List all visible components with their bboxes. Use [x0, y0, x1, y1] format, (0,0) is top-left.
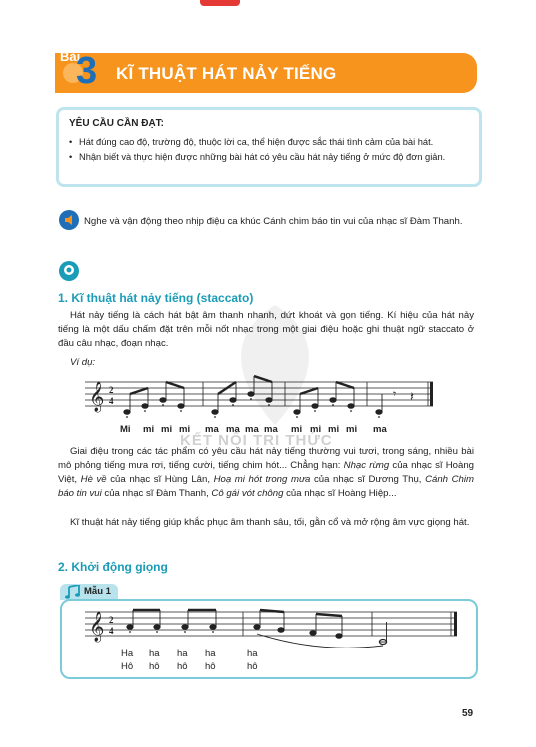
song-title: Cánh Chim báo tin vui: [58, 474, 474, 499]
lyric-syllable: mi: [143, 424, 155, 435]
svg-text:𝄽: 𝄽: [410, 390, 414, 405]
top-accent-bar: [200, 0, 240, 6]
lyric-syllable: ha: [149, 648, 160, 659]
svg-text:4: 4: [109, 626, 114, 636]
intro-sentence: Nghe và vận động theo nhịp điệu ca khúc Cánh chim báo tin vui của nhạc sĩ Đàm Thanh.: [84, 216, 463, 227]
requirement-item: • Hát đúng cao độ, trường độ, thuộc lời ca, thể hiện được sắc thái tình cảm của bài hát.: [69, 136, 469, 149]
p2-text: của nhạc sĩ Hoàng Việt,: [58, 460, 474, 485]
svg-text:𝄾: 𝄾: [393, 387, 397, 401]
sample-label: Mẫu 1: [84, 586, 111, 597]
music-staff-sample: [85, 608, 460, 648]
song-title: Hè về: [80, 474, 107, 485]
music-note-icon: [65, 585, 81, 599]
lesson-title: KĨ THUẬT HÁT NẢY TIẾNG: [116, 64, 337, 83]
lyric-syllable: hô: [205, 661, 216, 672]
song-title: Hoạ mi hót trong mưa: [213, 474, 311, 485]
requirement-item: • Nhận biết và thực hiện được những bài hát có yêu cầu hát nảy tiếng ở mức độ đơn giản.: [69, 151, 469, 164]
lyric-syllable: ma: [245, 424, 259, 435]
svg-text:2: 2: [109, 385, 114, 395]
lyric-syllable: hô: [247, 661, 258, 672]
p2-text: của nhạc sĩ Dương Thụ,: [310, 474, 426, 485]
lyric-syllable: Mi: [120, 424, 131, 435]
lyric-syllable: Ha: [121, 648, 134, 659]
p2-text: của nhạc sĩ Đàm Thanh,: [101, 488, 212, 499]
lesson-number: 3: [76, 50, 98, 92]
song-title: Nhạc rừng: [343, 460, 390, 471]
p2-text: của nhạc sĩ Hoàng Hiệp...: [283, 488, 397, 499]
example-label: Ví dụ:: [70, 357, 96, 368]
lyric-syllable: mi: [346, 424, 358, 435]
lyric-syllable: mi: [161, 424, 173, 435]
lesson-label: Bài: [60, 49, 81, 64]
lyric-syllable: mi: [310, 424, 322, 435]
lyric-syllable: hô: [149, 661, 160, 672]
requirements-list: [69, 136, 469, 166]
requirements-title: YÊU CẦU CẦN ĐẠT:: [69, 118, 164, 129]
lyric-syllable: ma: [226, 424, 240, 435]
svg-text:𝄞: 𝄞: [89, 382, 105, 412]
section1-paragraph2: [58, 445, 474, 501]
section1-heading: 1. Kĩ thuật hát nảy tiếng (staccato): [58, 291, 254, 305]
song-title: Cô gái vót chông: [211, 488, 284, 499]
listen-icon: [58, 209, 80, 231]
lyric-syllable: Hô: [121, 661, 134, 672]
section2-heading: 2. Khởi động giọng: [58, 560, 168, 574]
lyric-syllable: mi: [291, 424, 303, 435]
lyric-syllable: ma: [264, 424, 278, 435]
lyric-syllable: mi: [179, 424, 191, 435]
lyric-syllable: hô: [177, 661, 188, 672]
section1-paragraph3: Kĩ thuật hát nảy tiếng giúp khắc phục âm thanh sâu, tối, gằn cổ và mở rộng âm vực giọng hát.: [70, 517, 470, 528]
section1-paragraph1: Hát nảy tiếng là cách hát bật âm thanh nhanh, dứt khoát và gọn tiếng. Kí hiệu của hát nảy tiếng là một dấu chấm đặt trên mỗi nốt nhạc trong một giai điệu hoặc ghi thuật ngữ staccato ở đầu câu nhạc, đoạn nhạc.: [58, 310, 474, 349]
watermark-text: KẾT NỐI TRI THỨC: [180, 432, 333, 449]
p2-text: Giai điệu trong các tác phẩm có yêu cầu hát nảy tiếng thường vui tươi, trong sáng, nhiều bài mô phỏng tiếng mưa rơi, tiếng cười, tiếng chim hót... Chẳng hạn:: [58, 446, 474, 471]
requirements-box: [56, 107, 482, 187]
page-number: 59: [462, 708, 474, 719]
lyric-syllable: ha: [247, 648, 258, 659]
svg-text:2: 2: [109, 615, 114, 625]
lyric-syllable: ha: [205, 648, 216, 659]
lyric-syllable: ma: [205, 424, 219, 435]
lyric-syllable: ha: [177, 648, 188, 659]
lyric-syllable: mi: [328, 424, 340, 435]
svg-text:4: 4: [109, 396, 114, 406]
singing-icon: [58, 260, 80, 282]
svg-text:𝄞: 𝄞: [89, 612, 105, 642]
music-staff-example: [85, 372, 435, 424]
lyric-syllable: ma: [373, 424, 387, 435]
intro-text: [84, 215, 474, 229]
p2-text: của nhạc sĩ Hùng Lân,: [106, 474, 214, 485]
